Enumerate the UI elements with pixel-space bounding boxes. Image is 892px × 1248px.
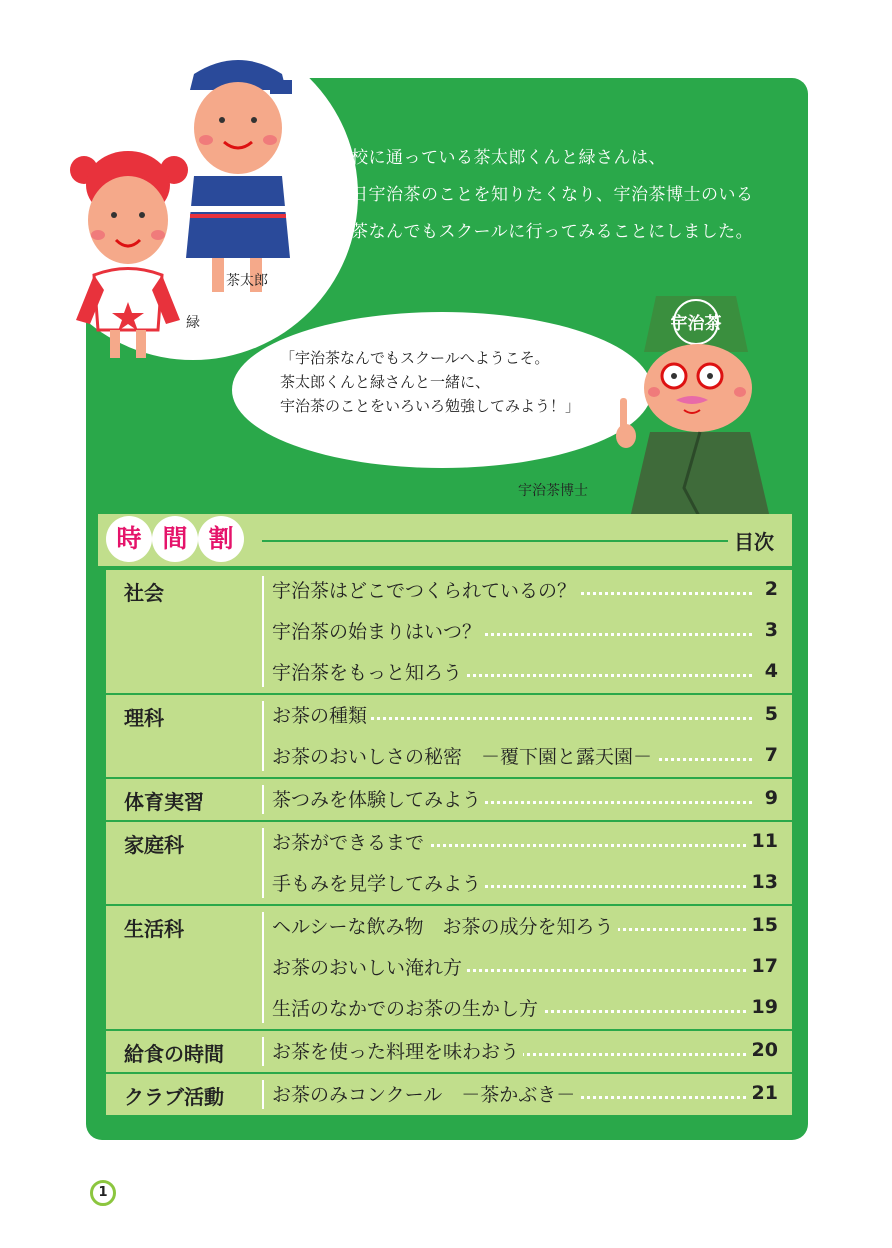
entry-page: 3 [759,619,778,641]
toc-entry[interactable] [106,695,792,736]
entry-page: 2 [759,578,778,600]
intro-line: 宇治茶なんでもスクールに行ってみることにしました。 [316,222,754,242]
entry-page: 9 [759,787,778,809]
speech-line: 宇治茶のことをいろいろ勉強してみよう！」 [280,397,581,415]
toc-entry[interactable] [106,863,792,904]
subject-label: クラブ活動 [124,1085,224,1109]
hat-text: 宇治茶 [670,314,722,334]
page-number: 1 [90,1180,116,1206]
toc-entry[interactable] [106,1074,792,1115]
toc-label: 目次 [734,530,774,554]
subject-label: 体育実習 [124,790,204,814]
toc-entry[interactable] [106,906,792,947]
entry-page: 19 [746,996,778,1018]
subject-label: 社会 [124,581,164,605]
entry-title: 宇治茶はどこでつくられているの？ [272,576,580,603]
entry-title: お茶を使った料理を味わおう [272,1037,523,1064]
toc-section [106,695,792,779]
girl-name-label: 緑 [186,315,200,331]
entry-page: 20 [746,1039,778,1061]
boy-illustration [28,30,358,360]
boy-name-label: 茶太郎 [226,273,268,289]
toc-badge: 時 [106,516,152,562]
toc-entry[interactable] [106,822,792,863]
entry-page: 17 [746,955,778,977]
intro-line: ある日宇治茶のことを知りたくなり、宇治茶博士のいる [316,185,754,205]
table-of-contents [106,570,792,1115]
speech-line: 茶太郎くんと緑さんと一緒に、 [280,373,491,391]
toc-section [106,570,792,695]
entry-page: 15 [746,914,778,936]
entry-title: お茶の種類 [272,701,371,728]
entry-title: 茶つみを体験してみよう [272,785,485,812]
entry-title: 宇治茶の始まりはいつ？ [272,617,485,644]
entry-title: 手もみを見学してみよう [272,869,485,896]
entry-title: ヘルシーな飲み物 お茶の成分を知ろう [272,912,618,939]
entry-title: お茶のおいしさの秘密 －覆下園と露天園－ [272,742,656,769]
toc-section [106,906,792,1031]
entry-title: お茶のみコンクール －茶かぶき－ [272,1080,579,1107]
toc-section [106,1074,792,1115]
entry-page: 7 [759,744,778,766]
professor-illustration [600,288,800,518]
header-rule [262,540,728,542]
entry-title: 生活のなかでのお茶の生かし方 [272,994,542,1021]
characters-circle [28,30,358,360]
speech-text [280,346,580,418]
entry-page: 21 [746,1082,778,1104]
toc-entry[interactable] [106,611,792,652]
toc-entry[interactable] [106,1031,792,1072]
entry-page: 13 [746,871,778,893]
professor-name-label: 宇治茶博士 [518,483,588,499]
intro-text [316,140,816,251]
subject-label: 理科 [124,706,164,730]
subject-label: 生活科 [124,917,184,941]
toc-section [106,1031,792,1074]
toc-badge: 間 [152,516,198,562]
toc-entry[interactable] [106,779,792,820]
toc-entry[interactable] [106,947,792,988]
entry-title: お茶ができるまで [272,828,428,855]
entry-title: 宇治茶をもっと知ろう [272,658,466,685]
speech-line: 「宇治茶なんでもスクールへようこそ。 [280,349,550,367]
subject-label: 給食の時間 [124,1042,224,1066]
entry-title: お茶のおいしい淹れ方 [272,953,466,980]
toc-entry[interactable] [106,988,792,1029]
toc-entry[interactable] [106,652,792,693]
toc-section [106,779,792,822]
toc-entry[interactable] [106,570,792,611]
entry-page: 4 [759,660,778,682]
toc-entry[interactable] [106,736,792,777]
subject-label: 家庭科 [124,833,184,857]
entry-page: 11 [746,830,778,852]
toc-badge: 割 [198,516,244,562]
entry-page: 5 [759,703,778,725]
intro-line: 小学校に通っている茶太郎くんと緑さんは、 [316,148,666,168]
toc-section [106,822,792,906]
